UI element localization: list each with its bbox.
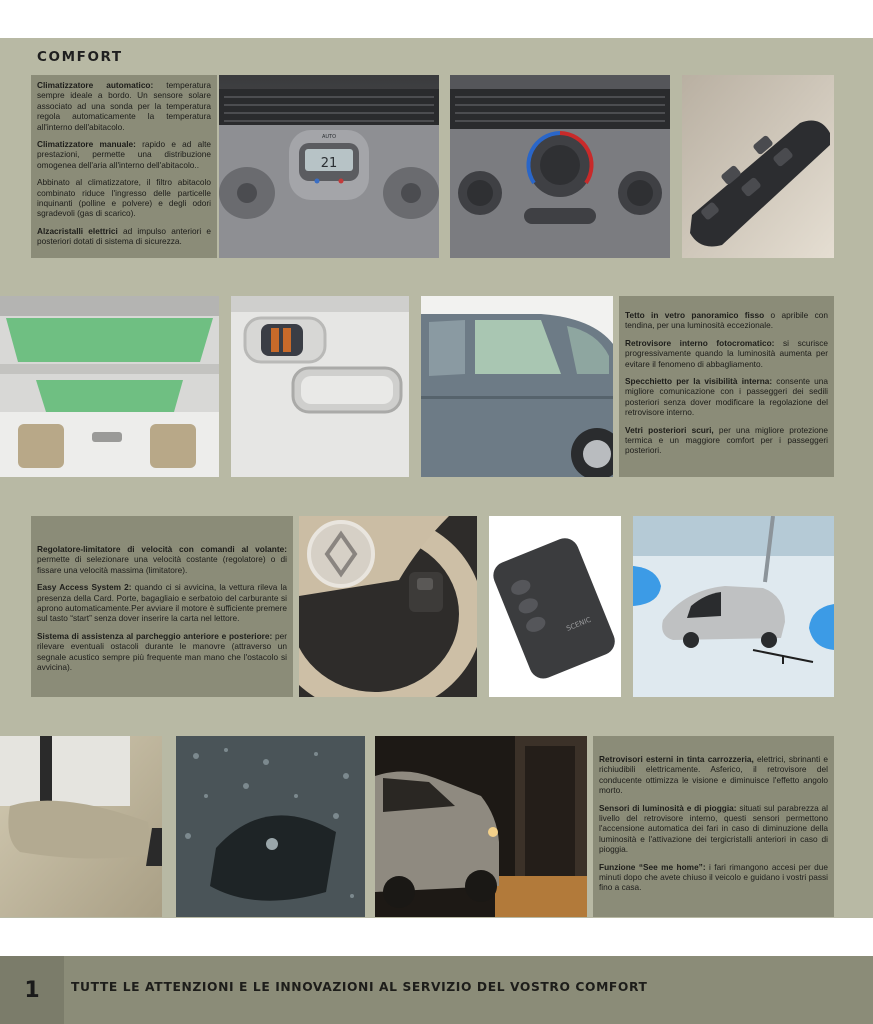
display-label: AUTO [321,134,337,140]
paragraph: Specchietto per la visibilità interna: consente una migliore comunicazione con i passeggeri dei sedili posteriori senza dover modificare la regolazione del retrovisore interno. [625,376,828,418]
photo-exterior-mirror [0,736,162,917]
paragraph: Easy Access System 2: quando ci si avvicina, la vettura rileva la presenza della Card. Porte, bagagliaio e serbatoio del carburante si aprono automaticamente.Per avviare il motore è sufficiente premere sul tasto “start” senza dover inserire la carta nel lettore. [37,582,287,624]
photo-panoramic-roof [0,296,219,477]
photo-manual-climate [450,75,670,258]
page-number: 1 [0,956,64,1024]
paragraph: Funzione “See me home”: i fari rimangono accesi per due minuti dopo che avete chiuso il veicolo e guidano i vostri passi fino a casa. [599,861,828,893]
photo-see-me-home [375,736,587,917]
photo-interior-mirror [231,296,409,477]
photo-park-assist [633,516,834,697]
paragraph: Climatizzatore automatico: temperatura sempre ideale a bordo. Un sensore solare associato ad una sonda per la temperatura regola automaticamente la temperatura all'interno dell'abitacolo. [37,80,211,132]
section-title: COMFORT [37,49,123,65]
photo-auto-climate [219,75,439,258]
card-label: SCENIC [565,615,593,633]
paragraph: Abbinato al climatizzatore, il filtro abitacolo combinato riduce l'ingresso delle particelle inquinanti (polline e polvere) e degli odori sgradevoli (gas di scarico). [37,177,211,219]
photo-rear-windows [421,296,613,477]
footer-title: TUTTE LE ATTENZIONI E LE INNOVAZIONI AL SERVIZIO DEL VOSTRO COMFORT [71,980,648,994]
photo-steering-wheel [299,516,477,697]
paragraph: Sensori di luminosità e di pioggia: situati sul parabrezza al livello del retrovisore interno, questi sensori permettono l'accensione automatica dei fari in caso di diminuzione della luminosità e l'attivazione dei tergicristalli anteriori in caso di pioggia. [599,802,828,855]
text-panel-visibility [619,296,834,477]
paragraph: Alzacristalli elettrici ad impulso anteriori e posteriori dotati di sistema di sicurezza. [37,225,211,247]
text-panel-driving-aids [31,516,293,697]
paragraph: Sistema di assistenza al parcheggio anteriore e posteriore: per rilevare eventuali ostacoli durante le manovre (attraverso un segnale acustico sempre più frequente man mano che l'ostacolo si avvicina). [37,630,287,673]
paragraph: Vetri posteriori scuri, per una migliore protezione termica e un maggiore comfort per i passeggeri posteriori. [625,424,828,456]
photo-window-switches [682,75,834,258]
paragraph: Regolatore-limitatore di velocità con comandi al volante: permette di selezionare una velocità costante (regolatore) o di fissare una velocità massima (limitatore). [37,544,287,575]
photo-rain-sensor [176,736,365,917]
photo-key-card [489,516,621,697]
display-reading: 21 [320,156,338,171]
paragraph: Retrovisore interno fotocromatico: si scurisce progressivamente quando la luminosità aumenta per evitare il fenomeno di abbagliamento. [625,337,829,369]
paragraph: Retrovisori esterni in tinta carrozzeria, elettrici, sbrinanti e richiudibili elettricamente. Asferico, il retrovisore del conducente ottimizza le visione e diminuisce l'effetto angolo morto. [599,754,828,796]
text-panel-climate [31,75,217,258]
paragraph: Tetto in vetro panoramico fisso o apribile con tendina, per una luminosità eccezionale. [625,310,828,331]
paragraph: Climatizzatore manuale: rapido e ad alte prestazioni, permette una distribuzione omogenea dell'aria all'interno dell'abitacolo.. [37,139,211,170]
text-panel-exterior [593,736,834,917]
